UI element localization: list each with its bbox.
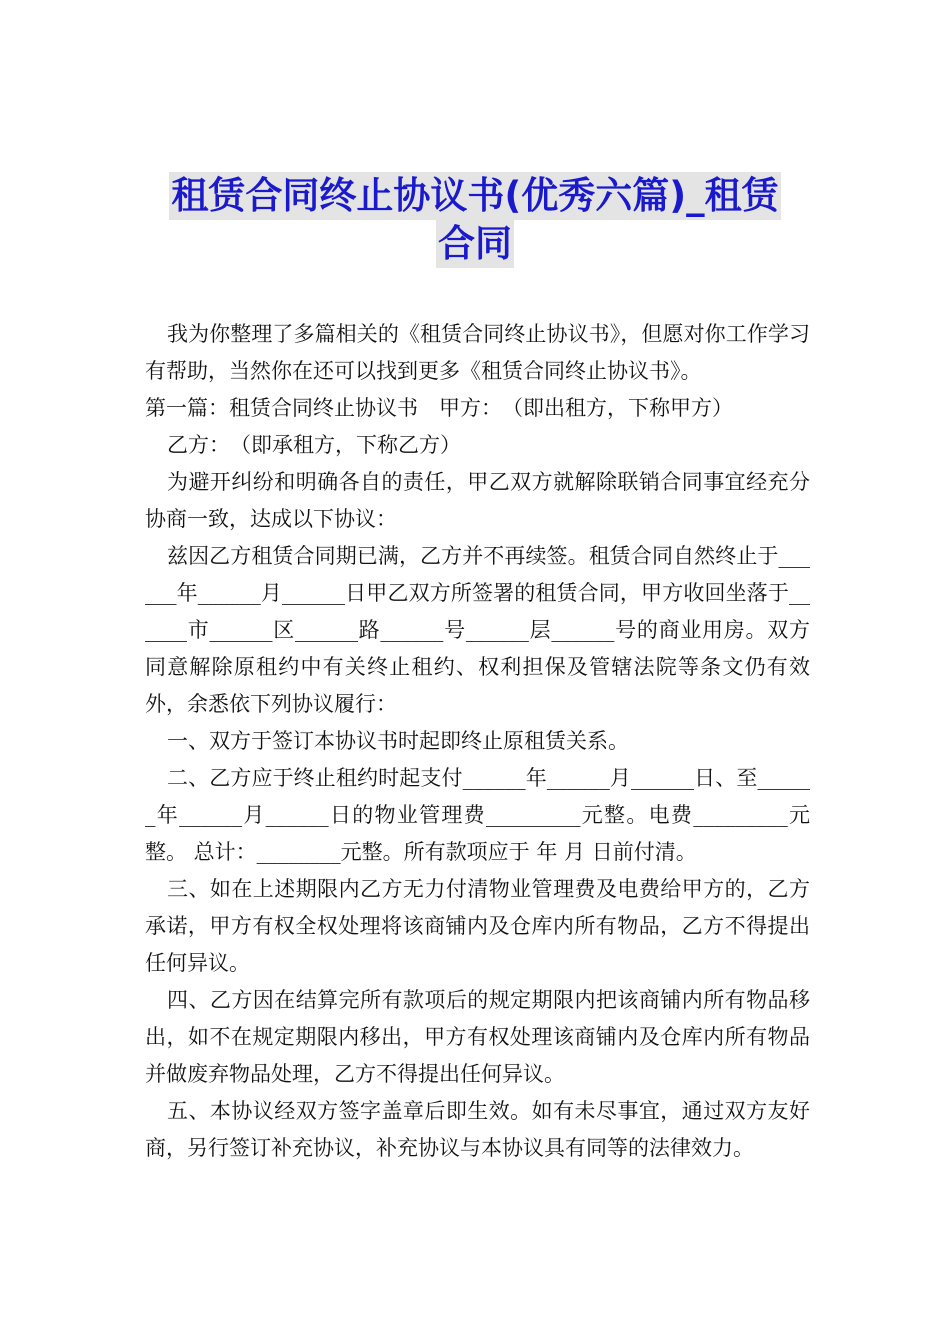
paragraph-clause-2: 二、乙方应于终止租约时起支付______年______月______日、至______年______月______日的物业管理费_________元整。电费_________元整。 总计：________元整。所有款项应于 年 月 日前付清。	[145, 766, 810, 864]
title-line-2: 合同	[436, 220, 514, 268]
document-title	[100, 172, 850, 268]
paragraph-party-b: 乙方： （即承租方，下称乙方）	[167, 433, 461, 457]
paragraph-purpose: 为避开纠纷和明确各自的责任，甲乙双方就解除联销合同事宜经充分协商一致，达成以下协议：	[145, 470, 810, 531]
title-line-1: 租赁合同终止协议书(优秀六篇)_租赁	[169, 172, 780, 220]
paragraph-clause-3: 三、如在上述期限内乙方无力付清物业管理费及电费给甲方的，乙方承诺，甲方有权全权处理将该商铺内及仓库内所有物品，乙方不得提出任何异议。	[145, 877, 810, 975]
document-body	[145, 316, 810, 1167]
paragraph-first-section: 第一篇：租赁合同终止协议书 甲方： （即出租方，下称甲方）	[145, 396, 733, 420]
paragraph-clause-1: 一、双方于签订本协议书时起即终止原租赁关系。	[167, 729, 629, 753]
paragraph-clause-4: 四、乙方因在结算完所有款项后的规定期限内把该商铺内所有物品移出，如不在规定期限内移出，甲方有权处理该商铺内及仓库内所有物品并做废弃物品处理，乙方不得提出任何异议。	[145, 988, 810, 1086]
paragraph-intro: 我为你整理了多篇相关的《租赁合同终止协议书》，但愿对你工作学习有帮助，当然你在还可以找到更多《租赁合同终止协议书》。	[145, 322, 810, 383]
paragraph-clause-5: 五、本协议经双方签字盖章后即生效。如有未尽事宜，通过双方友好商，另行签订补充协议，补充协议与本协议具有同等的法律效力。	[145, 1099, 810, 1160]
paragraph-termination: 兹因乙方租赁合同期已满，乙方并不再续签。租赁合同自然终止于______年______月______日甲乙双方所签署的租赁合同，甲方收回坐落于______市______区______路______号______层______号的商业用房。双方同意解除原租约中有关终止租约、权利担保及管辖法院等条文仍有效外，余悉依下列协议履行：	[145, 544, 810, 716]
